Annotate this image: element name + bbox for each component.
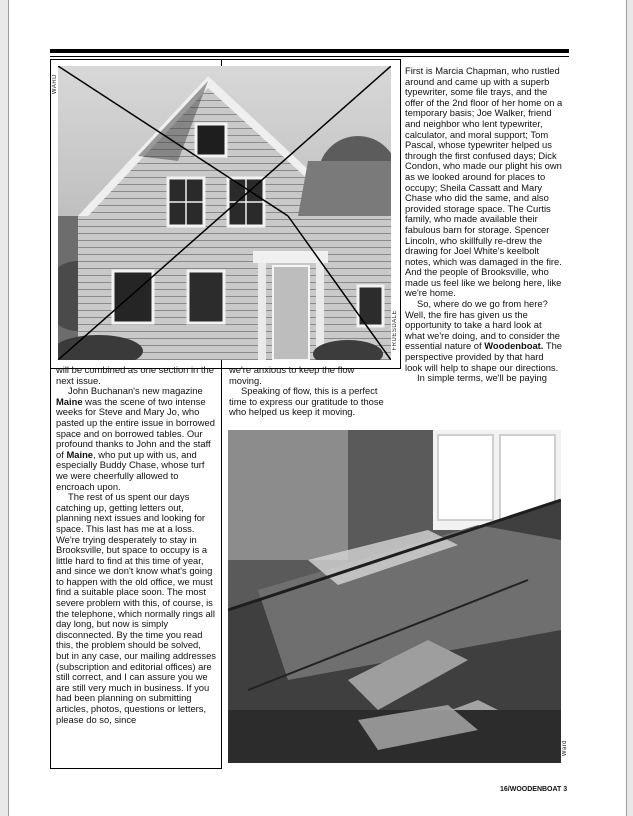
col1-magazine-name: Maine (66, 448, 94, 460)
page-footer: 16/WOODENBOAT 3 (500, 786, 568, 793)
col1-text: was the scene of two intense weeks for Steve and Mary Jo, who pasted up the entire issue in borrowed space and on borrowed tables. Our profound thanks to John and the staff of (56, 395, 215, 460)
interior-photo-drawing (228, 430, 561, 763)
column-2 (229, 365, 389, 418)
photo1-credit-left: WARD (52, 74, 58, 95)
photo1-credit-right: FRUESDALE (392, 310, 398, 351)
col1-paragraph (56, 386, 216, 492)
column-1 (56, 365, 216, 725)
col1-text: , who put up with us, and especially Buddy Chase, whose turf we were cheerfully allowed to encroach upon. (56, 448, 205, 492)
top-rule-thin (50, 56, 569, 57)
col3-text: So, where do we go from here? Well, the fire has given us the opportunity to take a hard look at what we're doing, and to consider the essential nature of (405, 298, 561, 352)
column-3 (405, 66, 563, 384)
interior-photo (228, 430, 561, 763)
col1-paragraph: The rest of us spent our days catching up, getting letters out, planning next issues and looking for space. This last has me at a loss. We're trying desperately to stay in Brooksville, but space to occupy is a little hard to find at this time of year, and since we don't know what's going to happen with the old office, we must find a suitable place soon. The most severe problem with this, of course, is the telephone, which normally rings all day long, but now is simply disconnected. By the time you read this, the problem should be solved, but in any case, our mailing addresses (subscription and editorial offices) are still correct, and I can assure you we are still very much in business. If you had been planning on submitting articles, photos, questions or letters, please do so, since (56, 491, 216, 725)
col2-paragraph: Speaking of flow, this is a perfect time to express our gratitude to those who helped us keep it moving. (229, 385, 384, 418)
top-rule (50, 49, 569, 53)
col1-text: John Buchanan's new magazine (68, 385, 203, 397)
col3-paragraph: First is Marcia Chapman, who rustled around and came up with a superb typewriter, some file trays, and the offer of the 2nd floor of her home on a temporary basis; Joe Walker, friend and neighbor who lent typewriter, calculator, and moral support; Tom Pascal, whose typewriter helped us through the first confused days; Dick Condon, who made our plight his own as we looked around for places to occupy; Sheila Cassatt and Mary Chase who did the same, and also provided storage space. The Curtis family, who made available their fabulous barn for storage. Spencer Lincoln, who skillfully re-drew the drawing for Joel White's keelbolt notes, which was damaged in the fire. And the people of Brooksville, who made us feel like we belong here, like we're home. (405, 65, 563, 299)
col3-text: The perspective provided by that hard look will help to shape our directions. (405, 340, 563, 373)
col3-paragraph (405, 299, 563, 373)
col3-magazine-name: Woodenboat. (484, 340, 544, 352)
col3-paragraph: In simple terms, we'll be paying (417, 372, 547, 384)
col2-paragraph: we're anxious to keep the flow moving. (229, 364, 355, 386)
col1-magazine-name: Maine (56, 395, 83, 407)
house-photo-drawing (58, 66, 391, 360)
col1-paragraph: will be combined as one section in the next issue. (56, 364, 214, 386)
house-photo (58, 66, 391, 360)
photo2-credit: Ward (562, 740, 568, 757)
